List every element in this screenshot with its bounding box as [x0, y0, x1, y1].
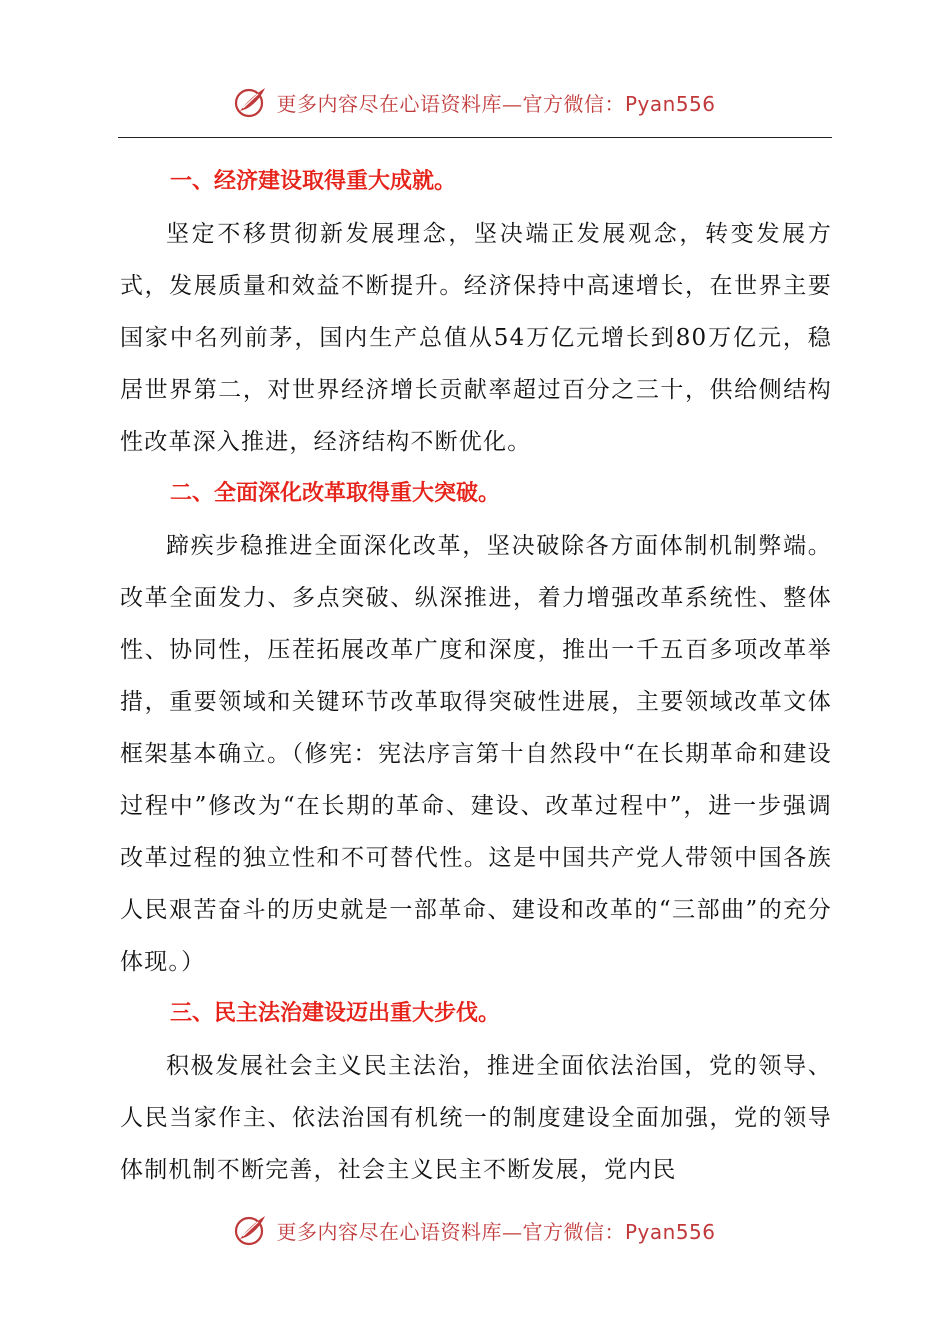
section-paragraph: 积极发展社会主义民主法治，推进全面依法治国，党的领导、人民当家作主、依法治国有机统一的制度建设全面加强，党的领导体制机制不断完善，社会主义民主不断发展，党内民: [120, 1053, 832, 1183]
section: [120, 468, 832, 988]
header-banner: [0, 78, 950, 126]
quill-pen-icon: [234, 85, 268, 119]
section: [120, 988, 832, 1196]
wechat-id: Pyan556: [624, 1219, 716, 1244]
document-body: [120, 156, 832, 1196]
footer-banner: [0, 1206, 950, 1254]
section-paragraph: 蹄疾步稳推进全面深化改革，坚决破除各方面体制机制弊端。改革全面发力、多点突破、纵深推进，着力增强改革系统性、整体性、协同性，压茬拓展改革广度和深度，推出一千五百多项改革举措，重要领域和关键环节改革取得突破性进展，主要领域改革文体框架基本确立。（修宪：宪法序言第十自然段中“在长期革命和建设过程中”修改为“在长期的革命、建设、改革过程中”，进一步强调改革过程的独立性和不可替代性。这是中国共产党人带领中国各族人民艰苦奋斗的历史就是一部革命、建设和改革的“三部曲”的充分体现。）: [120, 533, 832, 975]
section-heading: 一、经济建设取得重大成就。: [170, 169, 457, 194]
section-heading: 二、全面深化改革取得重大突破。: [170, 481, 501, 506]
section-heading: 三、民主法治建设迈出重大步伐。: [170, 1001, 501, 1026]
banner-text: 更多内容尽在心语资料库—官方微信：Pyan556: [276, 1219, 716, 1244]
wechat-id: Pyan556: [624, 91, 716, 116]
banner-text: 更多内容尽在心语资料库—官方微信：Pyan556: [276, 91, 716, 116]
section: [120, 156, 832, 468]
section-paragraph: 坚定不移贯彻新发展理念，坚决端正发展观念，转变发展方式，发展质量和效益不断提升。经济保持中高速增长，在世界主要国家中名列前茅，国内生产总值从54万亿元增长到80万亿元，稳居世界第二，对世界经济增长贡献率超过百分之三十，供给侧结构性改革深入推进，经济结构不断优化。: [120, 221, 832, 455]
header-divider: [118, 137, 832, 138]
quill-pen-icon: [234, 1213, 268, 1247]
